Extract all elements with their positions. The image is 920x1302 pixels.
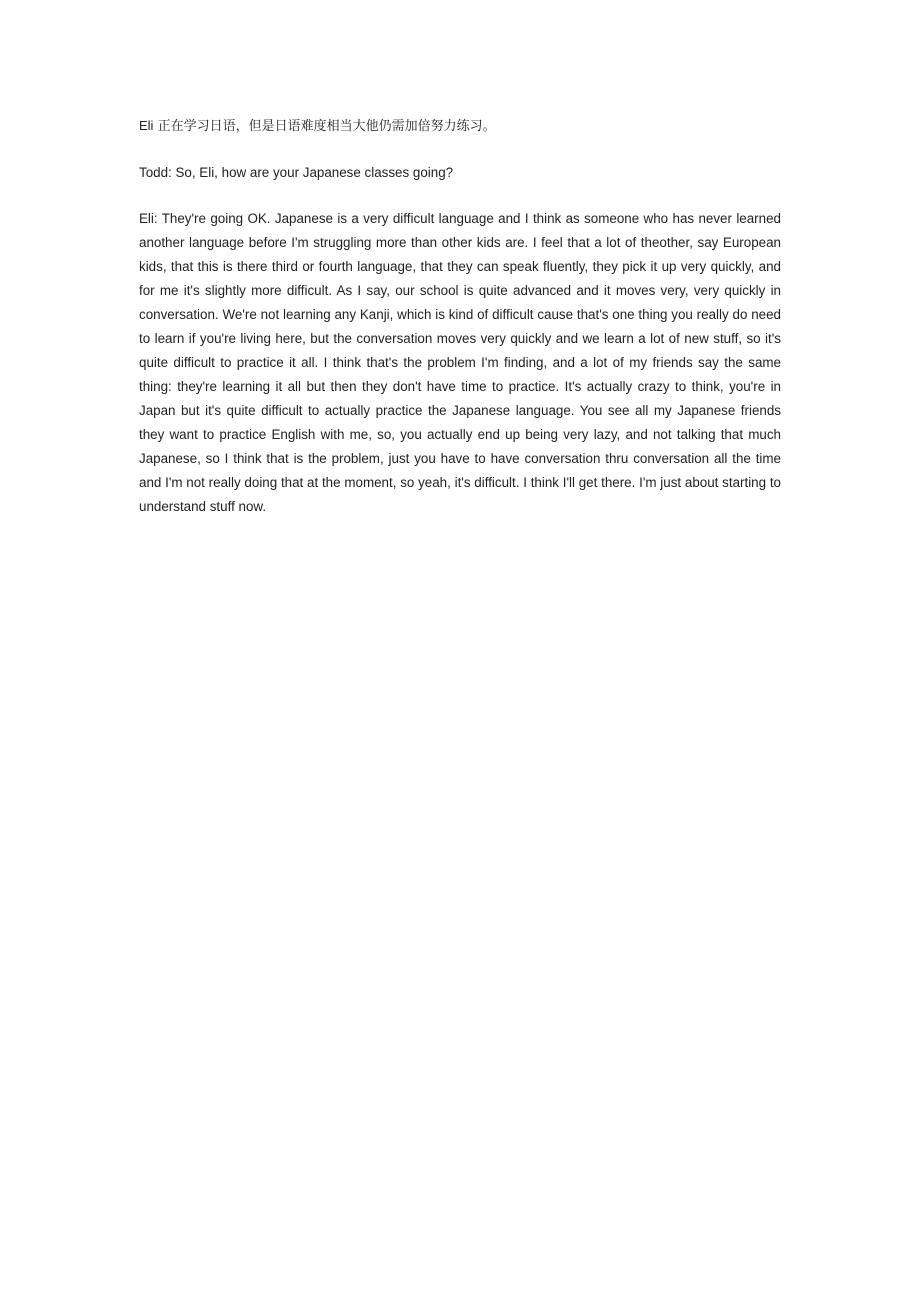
intro-chinese-text: 正在学习日语，但是日语难度相当大他仍需加倍努力练习。 [153,119,496,134]
eli-answer: Eli: They're going OK. Japanese is a very difficult language and I think as someone who has never learned another language before I'm struggling more than other kids are. I feel that a lot of theother, say European kids, that this is there third or fourth language, that they can speak fluently, they pick it up very quickly, and for me it's slightly more difficult. As I say, our school is quite advanced and it moves very, very quickly in conversation. We're not learning any Kanji, which is kind of difficult cause that's one thing you really do need to learn if you're living here, but the conversation moves very quickly and we learn a lot of new stuff, so it's quite difficult to practice it all. I think that's the problem I'm finding, and a lot of my friends say the same thing: they're learning it all but then they don't have time to practice. It's actually crazy to think, you're in Japan but it's quite difficult to actually practice the Japanese language. You see all my Japanese friends they want to practice English with me, so, you actually end up being very lazy, and not talking that much Japanese, so I think that is the problem, just you have to have conversation thru conversation all the time and I'm not really doing that at the moment, so yeah, it's difficult. I think I'll get there. I'm just about starting to understand stuff now. [139,211,781,514]
intro-name: Eli [139,118,154,133]
document-page [139,114,781,541]
todd-question: Todd: So, Eli, how are your Japanese classes going? [139,165,454,180]
intro-paragraph [139,114,781,139]
